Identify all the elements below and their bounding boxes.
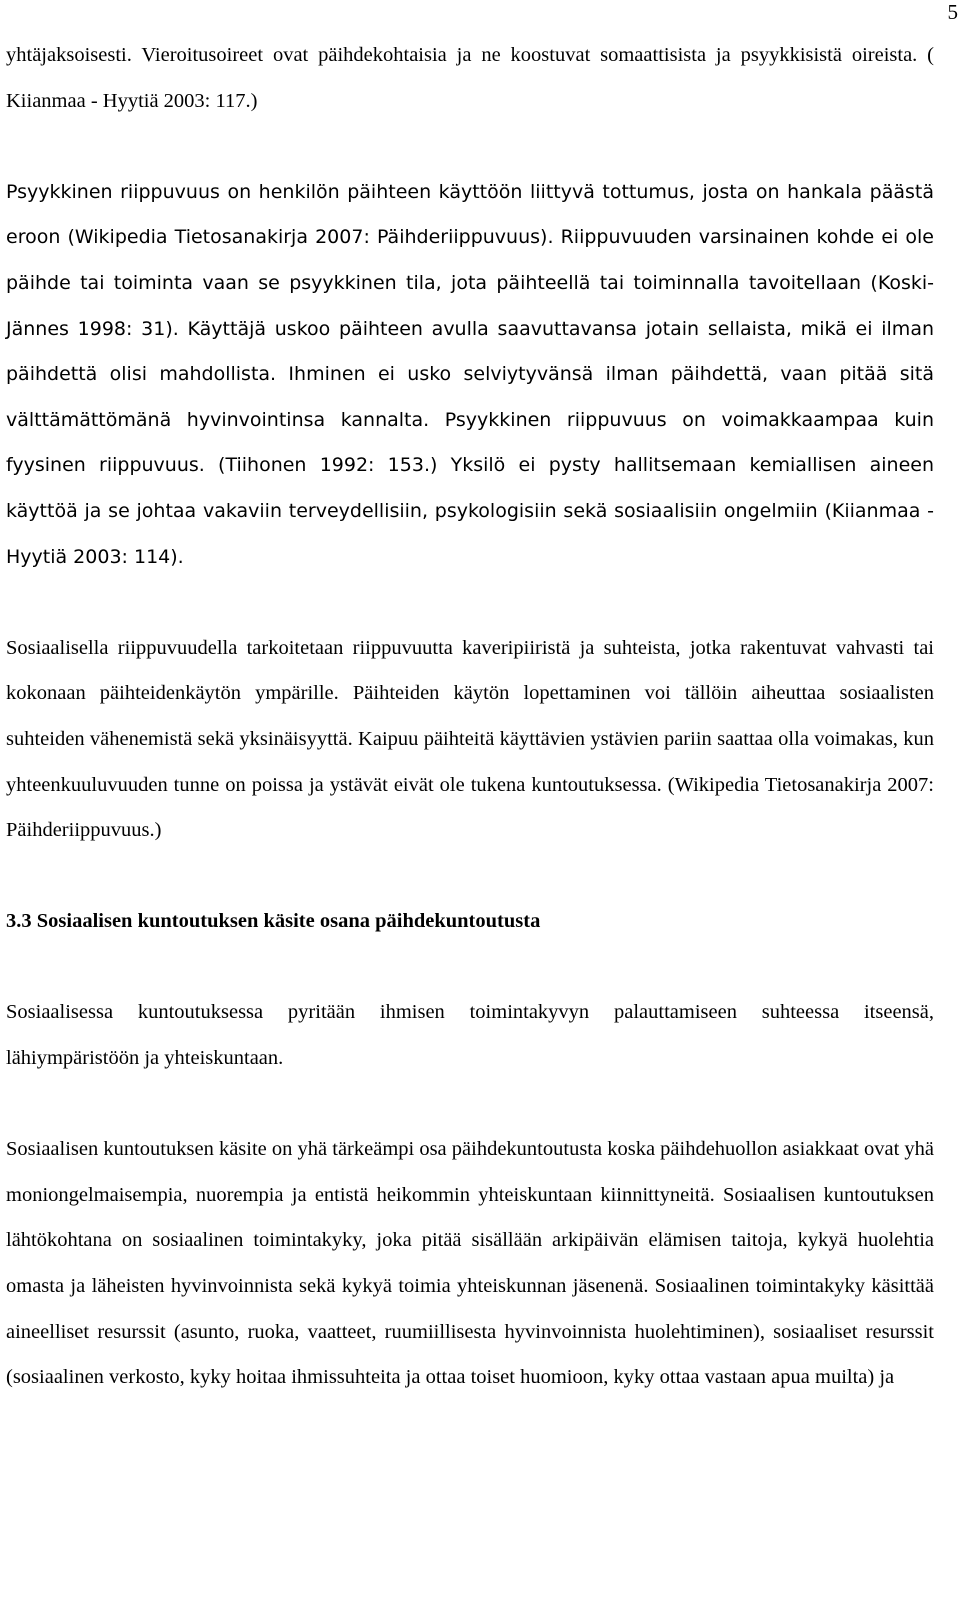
paragraph-gap	[6, 580, 934, 626]
paragraph-gap	[6, 124, 934, 170]
paragraph-social-rehabilitation-aim: Sosiaalisessa kuntoutuksessa pyritään ihmisen toimintakyvyn palauttamiseen suhteessa itseensä, lähiympäristöön ja yhteiskuntaan.	[6, 1001, 934, 1070]
paragraph-psychological-dependence: Psyykkinen riippuvuus on henkilön päihteen käyttöön liittyvä tottumus, josta on hankala päästä eroon (Wikipedia Tietosanakirja 2007: Päihderiippuvuus). Riippuvuuden varsinainen kohde ei ole päihde tai toiminta vaan se psyykkinen tila, jota päihteellä tai toiminnalla tavoitellaan (Koski-Jännes 1998: 31). Käyttäjä uskoo päihteen avulla saavuttavansa jotain sellaista, mikä ei ilman päihdettä olisi mahdollista. Ihminen ei usko selviytyvänsä ilman päihdettä, vaan pitää sitä välttämättömänä hyvinvointinsa kannalta. Psyykkinen riippuvuus on voimakkaampaa kuin fyysinen riippuvuus. (Tiihonen 1992: 153.) Yksilö ei pysty hallitsemaan kemiallisen aineen käyttöä ja se johtaa vakaviin terveydellisiin, psykologisiin sekä sosiaalisiin ongelmiin (Kiianmaa - Hyytiä 2003: 114).	[6, 180, 934, 568]
paragraph-gap	[6, 945, 934, 991]
section-heading: 3.3 Sosiaalisen kuntoutuksen käsite osana päihdekuntoutusta	[6, 910, 541, 933]
page-number: 5	[947, 0, 958, 24]
paragraph-social-dependence: Sosiaalisella riippuvuudella tarkoitetaan riippuvuutta kaveripiiristä ja suhteista, jotka rakentuvat vahvasti tai kokonaan päihteidenkäytön ympärille. Päihteiden käytön lopettaminen voi tällöin aiheuttaa sosiaalisten suhteiden vähenemistä sekä yksinäisyyttä. Kaipuu päihteitä käyttävien ystävien pariin saattaa olla voimakas, kun yhteenkuuluvuuden tunne on poissa ja ystävät eivät ole tukena kuntoutuksessa. (Wikipedia Tietosanakirja 2007: Päihderiippuvuus.)	[6, 636, 934, 842]
paragraph-social-rehabilitation-concept: Sosiaalisen kuntoutuksen käsite on yhä tärkeämpi osa päihdekuntoutusta koska päihdehuollon asiakkaat ovat yhä moniongelmaisempia, nuorempia ja entistä heikommin yhteiskuntaan kiinnittyneitä. Sosiaalisen kuntoutuksen lähtökohtana on sosiaalinen toimintakyky, joka pitää sisällään arkipäivän elämisen taitoja, kykyä huolehtia omasta ja läheisten hyvinvoinnista sekä kykyä toimia yhteiskunnan jäsenenä. Sosiaalinen toimintakyky käsittää aineelliset resurssit (asunto, ruoka, vaatteet, ruumiillisesta hyvinvoinnista huolehtiminen), sosiaaliset resurssit (sosiaalinen verkosto, kyky hoitaa ihmissuhteita ja ottaa toiset huomioon, kyky ottaa vastaan apua muilta) ja	[6, 1138, 934, 1389]
paragraph-withdrawal-continued: yhtäjaksoisesti. Vieroitusoireet ovat päihdekohtaisia ja ne koostuvat somaattisista ja psyykkisistä oireista. ( Kiianmaa - Hyytiä 2003: 117.)	[6, 44, 934, 112]
page-content	[6, 33, 934, 1401]
paragraph-gap	[6, 854, 934, 900]
paragraph-gap	[6, 1082, 934, 1128]
